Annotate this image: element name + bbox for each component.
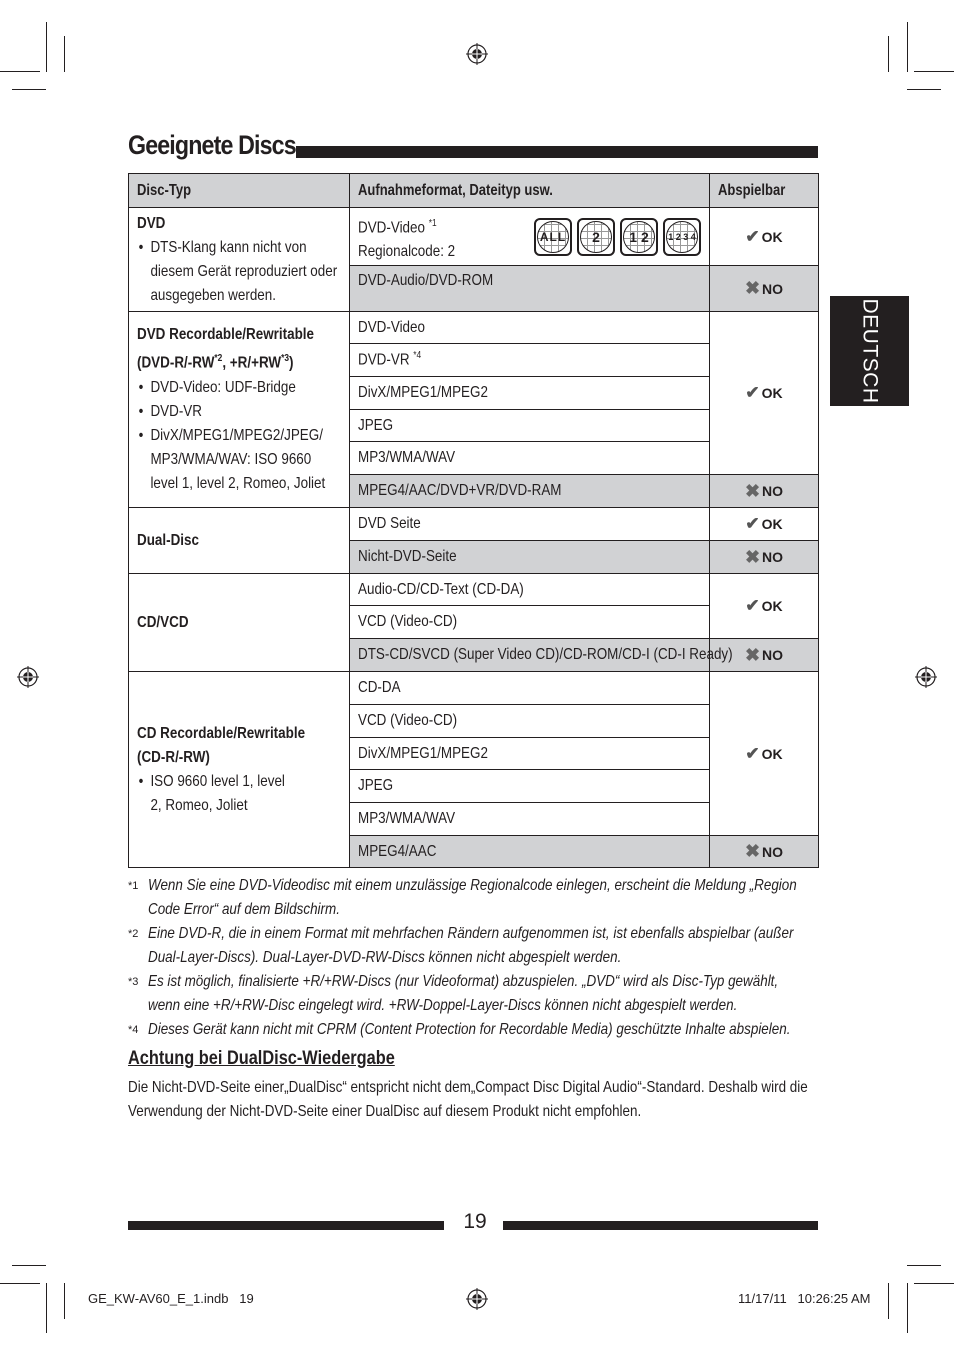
registration-mark-icon	[466, 1288, 488, 1310]
playable-ok: ✔ OK	[710, 672, 819, 836]
registration-mark-icon	[915, 666, 937, 688]
region-2-icon: 2	[577, 218, 615, 256]
crop-mark	[907, 1265, 941, 1266]
disc-table	[128, 173, 819, 868]
check-icon: ✔	[745, 514, 760, 533]
format-cell: Nicht-DVD-Seite	[350, 541, 710, 574]
cross-icon: ✖	[744, 841, 761, 861]
disc-type-name: CD/VCD	[137, 613, 189, 631]
playable-no: ✖ NO	[710, 266, 819, 312]
page-bar-left	[128, 1221, 444, 1230]
format-cell: JPEG	[350, 410, 710, 442]
disc-type-name: DVD	[137, 214, 166, 232]
footnote-ref: *1	[428, 218, 437, 229]
footnote: *2 Eine DVD-R, die in einem Format mit mehrfachen Rändern aufgenommen ist, ist ebenfalls abspielbar (außer Dual-Layer-Discs). Dual-Layer-DVD-RW-Discs können nicht abgespielt werden.	[128, 925, 794, 966]
region-1-2-3-4-icon: 1 2 3 4	[663, 218, 701, 256]
disc-type-cdvcd	[129, 574, 350, 672]
crop-mark	[907, 22, 908, 72]
format-cell: CD-DA	[350, 672, 710, 705]
cross-icon: ✖	[744, 278, 761, 298]
crop-mark	[12, 1265, 46, 1266]
playable-no: ✖ NO	[710, 475, 819, 508]
bullet-item: • DivX/MPEG1/MPEG2/JPEG/ MP3/WMA/WAV: ISO 9660 level 1, level 2, Romeo, Joliet	[150, 424, 339, 496]
format-cell: VCD (Video-CD)	[350, 705, 710, 738]
slug-file-info: GE_KW-AV60_E_1.indb 19	[88, 1291, 254, 1306]
check-icon: ✔	[745, 383, 760, 402]
bullet-item: • DTS-Klang kann nicht von diesem Gerät reproduziert oder ausgegeben werden.	[150, 236, 342, 308]
crop-mark	[914, 1283, 954, 1284]
cross-icon: ✖	[744, 480, 761, 501]
format-cell: JPEG	[350, 770, 710, 803]
crop-mark	[907, 1283, 908, 1333]
header-format: Aufnahmeformat, Dateityp usw.	[350, 174, 710, 208]
page-number: 19	[463, 1210, 487, 1233]
language-tab-label: DEUTSCH	[858, 298, 882, 404]
disc-type-name: CD Recordable/Rewritable	[137, 724, 306, 742]
crop-mark	[64, 36, 65, 72]
crop-mark	[0, 71, 40, 72]
registration-mark-icon	[17, 666, 39, 688]
playable-no: ✖ NO	[710, 836, 819, 868]
crop-mark	[46, 22, 47, 72]
table-row	[129, 574, 819, 606]
playable-no: ✖ NO	[710, 541, 819, 574]
playable-ok: ✔ OK	[710, 208, 819, 266]
crop-mark	[46, 1283, 47, 1333]
disc-type-name: Dual-Disc	[137, 531, 199, 549]
footnotes	[128, 874, 818, 1042]
region-all-icon: ALL	[534, 218, 572, 256]
table-header-row	[129, 174, 819, 208]
playable-ok: ✔ OK	[710, 574, 819, 639]
format-cell: DivX/MPEG1/MPEG2	[350, 377, 710, 410]
crop-mark	[12, 89, 46, 90]
table-row	[129, 672, 819, 705]
region-1-2-icon: 1 2	[620, 218, 658, 256]
bullet-item: • DVD-Video: UDF-Bridge	[150, 376, 342, 400]
crop-mark	[888, 36, 889, 72]
disc-type-dvd	[129, 208, 350, 312]
title-bar	[296, 146, 818, 158]
format-cell: DVD-Video	[350, 312, 710, 344]
footnote: *4 Dieses Gerät kann nicht mit CPRM (Content Protection for Recordable Media) geschützte Inhalte abspielen.	[128, 1021, 791, 1038]
region-icons	[534, 218, 701, 256]
cross-icon: ✖	[744, 546, 761, 567]
bullet-item: • DVD-VR	[150, 400, 342, 424]
bullet-item: • ISO 9660 level 1, level 2, Romeo, Joliet	[150, 770, 297, 818]
disc-type-name-sub: ($DVD-R/-RW^{*2}$, $+R/+RW^{*3}$)	[137, 353, 294, 372]
playable-no: ✖ NO	[710, 639, 819, 672]
format-cell: DTS-CD/SVCD (Super Video CD)/CD-ROM/CD-I (CD-I Ready)	[350, 639, 710, 672]
footnote: *3 Es ist möglich, finalisierte +R/+RW-Discs (nur Videoformat) abzuspielen. „DVD“ wird als Disc-Typ gewählt, wenn eine +R/+RW-Disc eingelegt wird. +RW-Doppel-Layer-Discs können nicht abgespielt werden.	[128, 973, 779, 1014]
format-cell: Audio-CD/CD-Text (CD-DA)	[350, 574, 710, 606]
table-row	[129, 208, 819, 266]
table-row	[129, 312, 819, 344]
playable-ok: ✔ OK	[710, 508, 819, 541]
crop-mark	[888, 1283, 889, 1319]
disc-type-name: DVD Recordable/Rewritable	[137, 326, 315, 344]
format-cell: MP3/WMA/WAV	[350, 803, 710, 836]
format-text: DVD-Video	[358, 219, 425, 237]
page-title: Geeignete Discs	[128, 130, 296, 160]
table-row	[129, 508, 819, 541]
language-tab	[830, 296, 909, 406]
registration-mark-icon	[466, 43, 488, 65]
cross-icon: ✖	[744, 644, 761, 665]
format-cell	[350, 208, 710, 266]
format-text: Regionalcode: 2	[358, 243, 456, 261]
footnote: *1 Wenn Sie eine DVD-Videodisc mit einem unzulässige Regionalcode einlegen, erscheint die Meldung „Region Code Error“ auf dem Bildschirm.	[128, 877, 797, 918]
playable-ok: ✔ OK	[710, 312, 819, 475]
slug-timestamp: 11/17/11 10:26:25 AM	[738, 1291, 871, 1306]
format-cell: MPEG4/AAC	[350, 836, 710, 868]
check-icon: ✔	[745, 743, 760, 763]
disc-type-cd-recordable	[129, 672, 350, 868]
check-icon: ✔	[745, 226, 760, 246]
disc-type-dual	[129, 508, 350, 574]
header-disc-type: Disc-Typ	[129, 174, 350, 208]
page-bar-right	[503, 1221, 818, 1230]
format-cell: MPEG4/AAC/DVD+VR/DVD-RAM	[350, 475, 710, 508]
format-cell: DivX/MPEG1/MPEG2	[350, 738, 710, 770]
crop-mark	[907, 89, 941, 90]
section-paragraph: Die Nicht-DVD-Seite einer„DualDisc“ entspricht nicht dem„Compact Disc Digital Audio“-Standard. Deshalb wird die Verwendung der Nicht-DVD-Seite einer DualDisc auf diesem Produkt nicht empfohlen.	[128, 1079, 808, 1120]
check-icon: ✔	[745, 596, 760, 615]
disc-type-dvd-recordable	[129, 312, 350, 508]
crop-mark	[0, 1283, 40, 1284]
format-cell: DVD Seite	[350, 508, 710, 541]
format-cell: MP3/WMA/WAV	[350, 442, 710, 475]
format-cell: DVD-Audio/DVD-ROM	[350, 266, 710, 312]
format-cell: DVD-VR $^{*4}$	[350, 344, 710, 377]
disc-type-name-sub: (CD-R/-RW)	[137, 748, 210, 766]
section-title: Achtung bei DualDisc-Wiedergabe	[128, 1048, 395, 1069]
title-row	[128, 130, 818, 166]
format-cell: VCD (Video-CD)	[350, 606, 710, 639]
crop-mark	[64, 1283, 65, 1319]
header-playable: Abspielbar	[710, 174, 819, 208]
crop-mark	[914, 71, 954, 72]
